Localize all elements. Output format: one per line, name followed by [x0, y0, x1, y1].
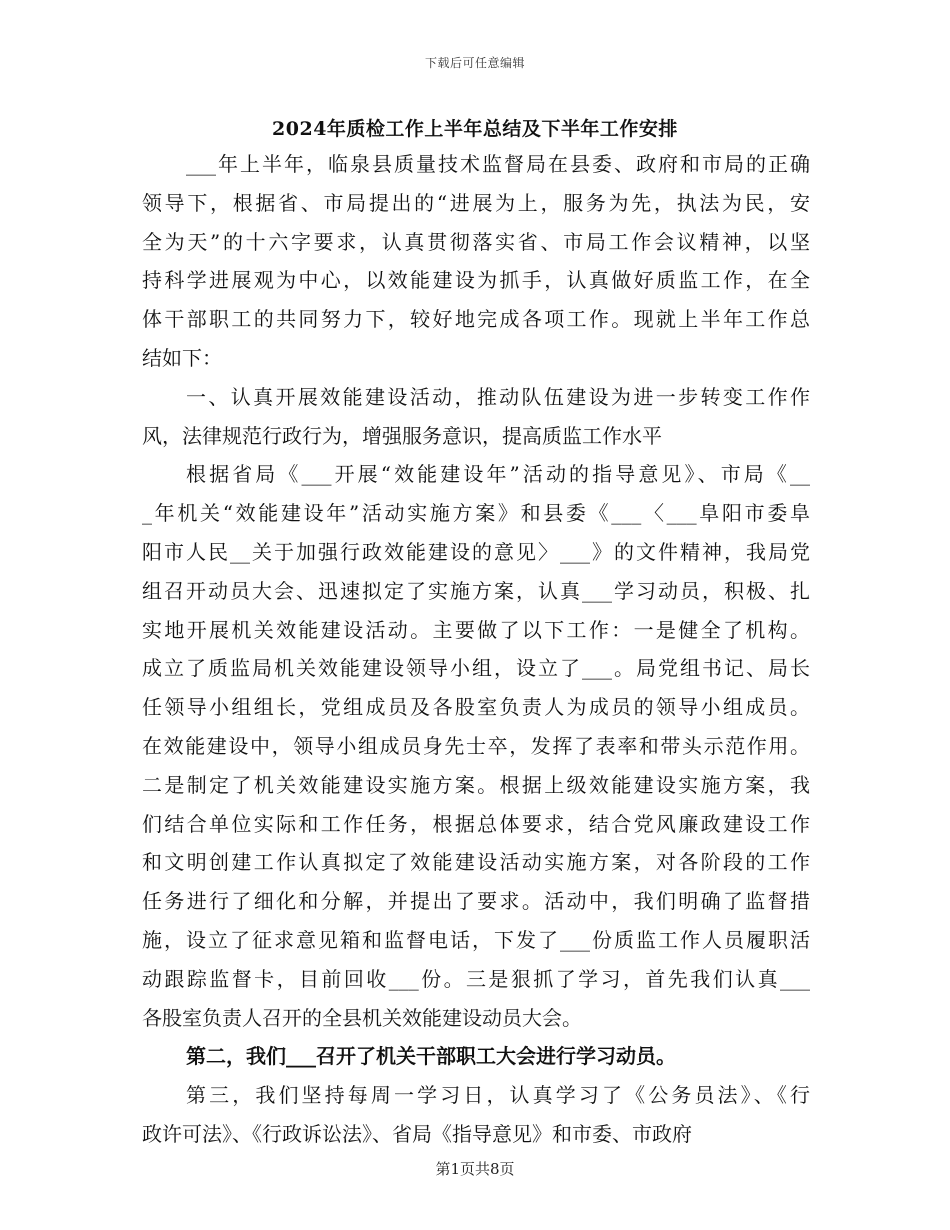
paragraph-line: 结如下：: [142, 345, 222, 370]
paragraph-line: 阳市人民__关于加强行政效能建设的意见〉___》的文件精神，我局党: [142, 539, 810, 564]
document-title: 2024年质检工作上半年总结及下半年工作安排: [272, 118, 678, 140]
bold-paragraph-line: 第二，我们___召开了机关干部职工大会进行学习动员。: [186, 1044, 676, 1069]
paragraph-line: 们结合单位实际和工作任务，根据总体要求，结合党风廉政建设工作: [142, 811, 810, 836]
page-footer: 第1页共8页: [435, 1160, 515, 1178]
paragraph-line: 政许可法》、《行政诉讼法》、省局《指导意见》和市委、市政府: [142, 1121, 692, 1146]
paragraph-line: 和文明创建工作认真拟定了效能建设活动实施方案，对各阶段的工作: [142, 850, 810, 875]
paragraph-line: 根据省局《___开展“效能建设年”活动的指导意见》、市局《__: [186, 462, 810, 487]
section-heading-line: 风，法律规范行政行为，增强服务意识，提高质监工作水平: [142, 423, 662, 448]
paragraph-line: 持科学进展观为中心，以效能建设为抓手，认真做好质监工作，在全: [142, 268, 810, 293]
paragraph-line: 组召开动员大会、迅速拟定了实施方案，认真___学习动员，积极、扎: [142, 578, 810, 603]
paragraph-line: 实地开展机关效能建设活动。主要做了以下工作：一是健全了机构。: [142, 617, 810, 642]
paragraph-line: _年机关“效能建设年”活动实施方案》和县委《___〈___阜阳市委阜: [142, 501, 810, 526]
paragraph-line: 领导下，根据省、市局提出的“进展为上，服务为先，执法为民，安: [142, 190, 810, 215]
section-heading-line: 一、认真开展效能建设活动，推动队伍建设为进一步转变工作作: [186, 384, 810, 409]
paragraph-line: 在效能建设中，领导小组成员身先士卒，发挥了表率和带头示范作用。: [142, 733, 810, 758]
paragraph-line: 任领导小组组长，党组成员及各股室负责人为成员的领导小组成员。: [142, 695, 810, 720]
paragraph-line: 全为天”的十六字要求，认真贯彻落实省、市局工作会议精神，以坚: [142, 229, 810, 254]
paragraph-line: 成立了质监局机关效能建设领导小组，设立了___。局党组书记、局长: [142, 656, 810, 681]
paragraph-line: 任务进行了细化和分解，并提出了要求。活动中，我们明确了监督措: [142, 889, 810, 914]
paragraph-line: 第三，我们坚持每周一学习日，认真学习了《公务员法》、《行: [186, 1083, 810, 1108]
document-body: [142, 145, 810, 1154]
paragraph-line: 动跟踪监督卡，目前回收___份。三是狠抓了学习，首先我们认真___: [142, 966, 810, 991]
paragraph-line: 二是制定了机关效能建设实施方案。根据上级效能建设实施方案，我: [142, 772, 810, 797]
paragraph-line: 施，设立了征求意见箱和监督电话，下发了___份质监工作人员履职活: [142, 927, 810, 952]
paragraph-line: 体干部职工的共同努力下，较好地完成各项工作。现就上半年工作总: [142, 307, 810, 332]
paragraph-line: ___年上半年，临泉县质量技术监督局在县委、政府和市局的正确: [186, 152, 810, 176]
paragraph-line: 各股室负责人召开的全县机关效能建设动员大会。: [142, 1005, 582, 1030]
header-note: 下载后可任意编辑: [424, 56, 525, 70]
